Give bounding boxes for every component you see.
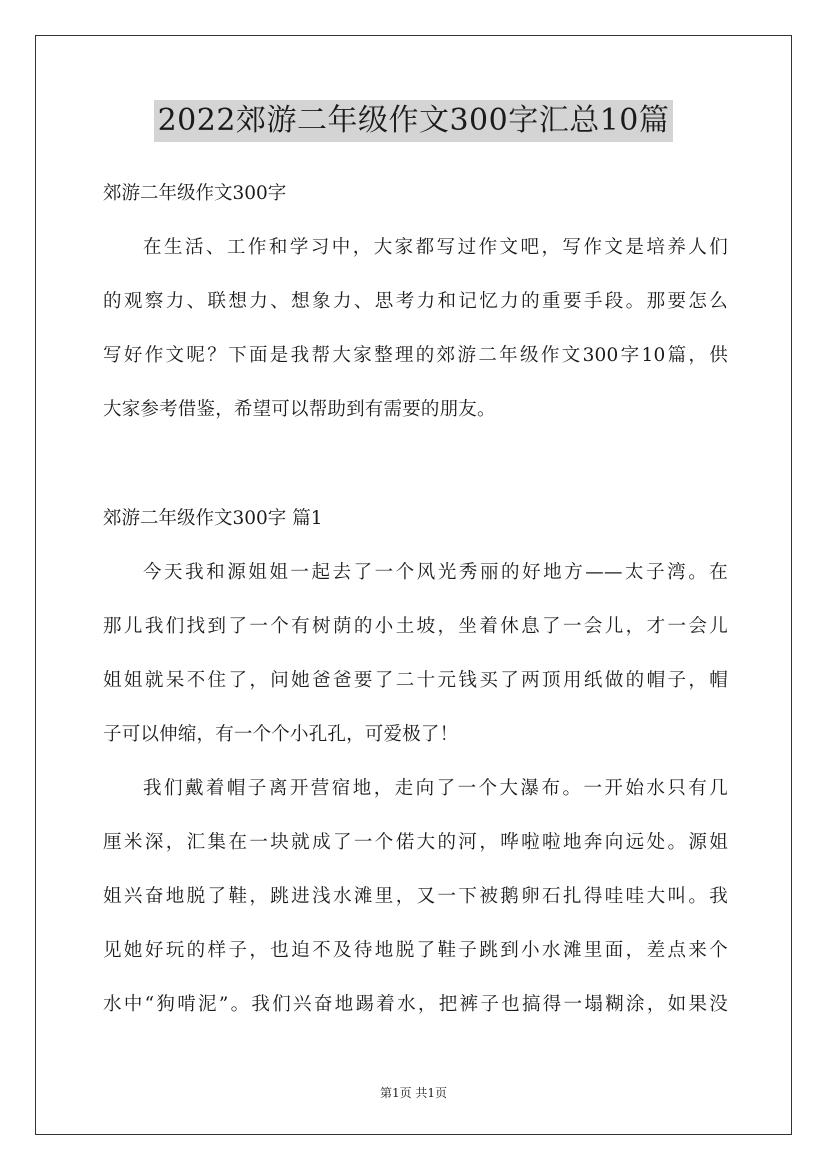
para1-line-4: 子可以伸缩，有一个个小孔孔，可爱极了！ (103, 724, 459, 745)
intro-heading: 郊游二年级作文300字 (103, 183, 287, 204)
intro-line-3: 写好作文呢？下面是我帮大家整理的郊游二年级作文300字10篇，供 (103, 345, 728, 366)
page-footer: 第1页 共1页 (379, 1086, 448, 1100)
para2-line-5: 水中“狗啃泥”。我们兴奋地踢着水，把裤子也搞得一塌糊涂，如果没 (103, 994, 728, 1015)
para2-line-2: 厘米深，汇集在一块就成了一个偌大的河，哗啦啦地奔向远处。源姐 (103, 832, 728, 853)
para2-line-4: 见她好玩的样子，也迫不及待地脱了鞋子跳到小水滩里面，差点来个 (103, 940, 728, 961)
intro-line-4: 大家参考借鉴，希望可以帮助到有需要的朋友。 (103, 399, 496, 420)
para2-line-3: 姐兴奋地脱了鞋，跳进浅水滩里，又一下被鹅卵石扎得哇哇大叫。我 (103, 886, 728, 907)
para1-line-3: 姐姐就呆不住了，问她爸爸要了二十元钱买了两顶用纸做的帽子，帽 (103, 670, 728, 691)
section1-heading: 郊游二年级作文300字 篇1 (103, 508, 323, 529)
page-title: 2022郊游二年级作文300字汇总10篇 (154, 100, 674, 142)
para1-line-1: 今天我和源姐姐一起去了一个风光秀丽的好地方——太子湾。在 (143, 562, 728, 583)
para1-line-2: 那儿我们找到了一个有树荫的小土坡，坐着休息了一会儿，才一会儿 (103, 616, 728, 637)
title-wrap (0, 100, 827, 142)
para2-line-1: 我们戴着帽子离开营宿地，走向了一个大瀑布。一开始水只有几 (143, 778, 728, 799)
intro-line-1: 在生活、工作和学习中，大家都写过作文吧，写作文是培养人们 (143, 237, 728, 258)
intro-line-2: 的观察力、联想力、想象力、思考力和记忆力的重要手段。那要怎么 (103, 291, 728, 312)
